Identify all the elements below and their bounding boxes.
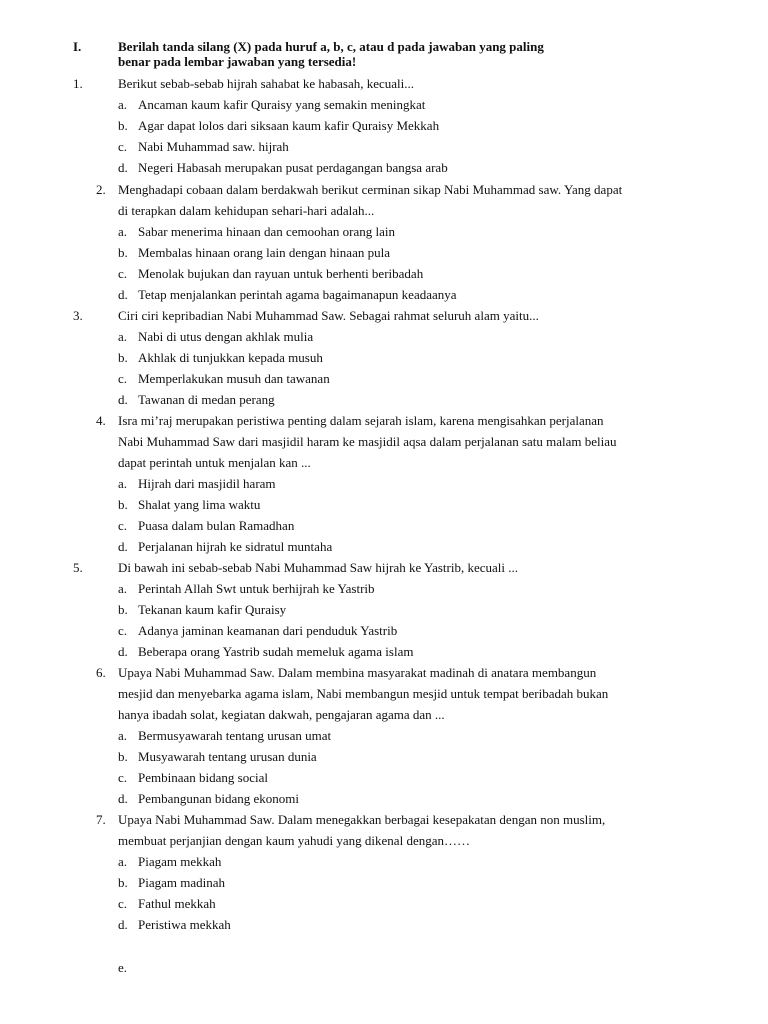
option-text: Ancaman kaum kafir Quraisy yang semakin meningkat	[138, 97, 426, 112]
option-letter: d.	[118, 917, 128, 932]
option-text: Pembangunan bidang ekonomi	[138, 791, 300, 806]
option-letter: b.	[118, 497, 128, 512]
question-number: 2.	[96, 182, 106, 197]
option-text: Agar dapat lolos dari siksaan kaum kafir Quraisy Mekkah	[138, 118, 440, 133]
option-text: Akhlak di tunjukkan kepada musuh	[138, 350, 323, 365]
option-letter: b.	[118, 245, 128, 260]
section-instruction-line-1: Berilah tanda silang (X) pada huruf a, b, c, atau d pada jawaban yang paling	[118, 39, 544, 54]
question-number: 5.	[73, 560, 83, 575]
option-text: Perintah Allah Swt untuk berhijrah ke Yastrib	[138, 581, 375, 596]
option-text: Negeri Habasah merupakan pusat perdagangan bangsa arab	[138, 160, 448, 175]
question-text-line: dapat perintah untuk menjalan kan ...	[118, 455, 311, 470]
question-number: 1.	[73, 76, 83, 91]
section-instruction-line-2: benar pada lembar jawaban yang tersedia!	[118, 54, 357, 69]
option-text: Adanya jaminan keamanan dari penduduk Yastrib	[138, 623, 398, 638]
option-text: Membalas hinaan orang lain dengan hinaan pula	[138, 245, 390, 260]
option-text: Nabi Muhammad saw. hijrah	[138, 139, 289, 154]
option-letter: c.	[118, 371, 128, 386]
option-text: Tekanan kaum kafir Quraisy	[138, 602, 287, 617]
option-text: Puasa dalam bulan Ramadhan	[138, 518, 295, 533]
option-text: Fathul mekkah	[138, 896, 216, 911]
question-number: 6.	[96, 665, 106, 680]
option-text: Nabi di utus dengan akhlak mulia	[138, 329, 314, 344]
option-text: Piagam madinah	[138, 875, 226, 890]
option-letter: a.	[118, 854, 128, 869]
question-text-line: membuat perjanjian dengan kaum yahudi yang dikenal dengan……	[118, 833, 470, 848]
section-number: I.	[73, 39, 82, 54]
option-text: Sabar menerima hinaan dan cemoohan orang lain	[138, 224, 396, 239]
option-text: Memperlakukan musuh dan tawanan	[138, 371, 330, 386]
option-letter: d.	[118, 539, 128, 554]
option-text: Tawanan di medan perang	[138, 392, 275, 407]
option-letter: c.	[118, 266, 128, 281]
option-letter: b.	[118, 350, 128, 365]
option-text: Musyawarah tentang urusan dunia	[138, 749, 317, 764]
option-text: Piagam mekkah	[138, 854, 222, 869]
option-text: Beberapa orang Yastrib sudah memeluk agama islam	[138, 644, 414, 659]
trailing-option-letter: e.	[118, 960, 128, 975]
option-text: Shalat yang lima waktu	[138, 497, 261, 512]
option-letter: c.	[118, 623, 128, 638]
question-text-line: di terapkan dalam kehidupan sehari-hari adalah...	[118, 203, 375, 218]
option-text: Hijrah dari masjidil haram	[138, 476, 276, 491]
question-text-line: Di bawah ini sebab-sebab Nabi Muhammad Saw hijrah ke Yastrib, kecuali ...	[118, 560, 519, 575]
option-text: Menolak bujukan dan rayuan untuk berhenti beribadah	[138, 266, 424, 281]
option-letter: d.	[118, 287, 128, 302]
option-text: Pembinaan bidang social	[138, 770, 268, 785]
option-letter: b.	[118, 749, 128, 764]
question-text-line: Nabi Muhammad Saw dari masjidil haram ke masjidil aqsa dalam perjalanan satu malam beliau	[118, 434, 617, 449]
option-letter: b.	[118, 602, 128, 617]
question-text-line: Upaya Nabi Muhammad Saw. Dalam menegakkan berbagai kesepakatan dengan non muslim,	[118, 812, 606, 827]
question-number: 3.	[73, 308, 83, 323]
question-text-line: hanya ibadah solat, kegiatan dakwah, pengajaran agama dan ...	[118, 707, 445, 722]
question-text-line: Menghadapi cobaan dalam berdakwah berikut cerminan sikap Nabi Muhammad saw. Yang dapat	[118, 182, 623, 197]
option-letter: b.	[118, 875, 128, 890]
option-letter: a.	[118, 581, 128, 596]
option-text: Perjalanan hijrah ke sidratul muntaha	[138, 539, 333, 554]
option-text: Tetap menjalankan perintah agama bagaimanapun keadaanya	[138, 287, 457, 302]
option-letter: a.	[118, 224, 128, 239]
question-number: 7.	[96, 812, 106, 827]
option-letter: a.	[118, 97, 128, 112]
option-letter: d.	[118, 392, 128, 407]
option-letter: c.	[118, 896, 128, 911]
option-letter: c.	[118, 518, 128, 533]
option-letter: d.	[118, 791, 128, 806]
option-letter: c.	[118, 770, 128, 785]
option-letter: a.	[118, 329, 128, 344]
question-number: 4.	[96, 413, 106, 428]
option-letter: b.	[118, 118, 128, 133]
option-text: Peristiwa mekkah	[138, 917, 231, 932]
option-letter: a.	[118, 476, 128, 491]
question-text-line: Ciri ciri kepribadian Nabi Muhammad Saw. Sebagai rahmat seluruh alam yaitu...	[118, 308, 539, 323]
question-text-line: Upaya Nabi Muhammad Saw. Dalam membina masyarakat madinah di anatara membangun	[118, 665, 597, 680]
question-text-line: Isra mi’raj merupakan peristiwa penting dalam sejarah islam, karena mengisahkan perjalanan	[118, 413, 604, 428]
option-letter: d.	[118, 644, 128, 659]
option-letter: a.	[118, 728, 128, 743]
question-text-line: mesjid dan menyebarka agama islam, Nabi membangun mesjid untuk tempat beribadah bukan	[118, 686, 609, 701]
option-text: Bermusyawarah tentang urusan umat	[138, 728, 332, 743]
option-letter: d.	[118, 160, 128, 175]
option-letter: c.	[118, 139, 128, 154]
question-text-line: Berikut sebab-sebab hijrah sahabat ke habasah, kecuali...	[118, 76, 414, 91]
